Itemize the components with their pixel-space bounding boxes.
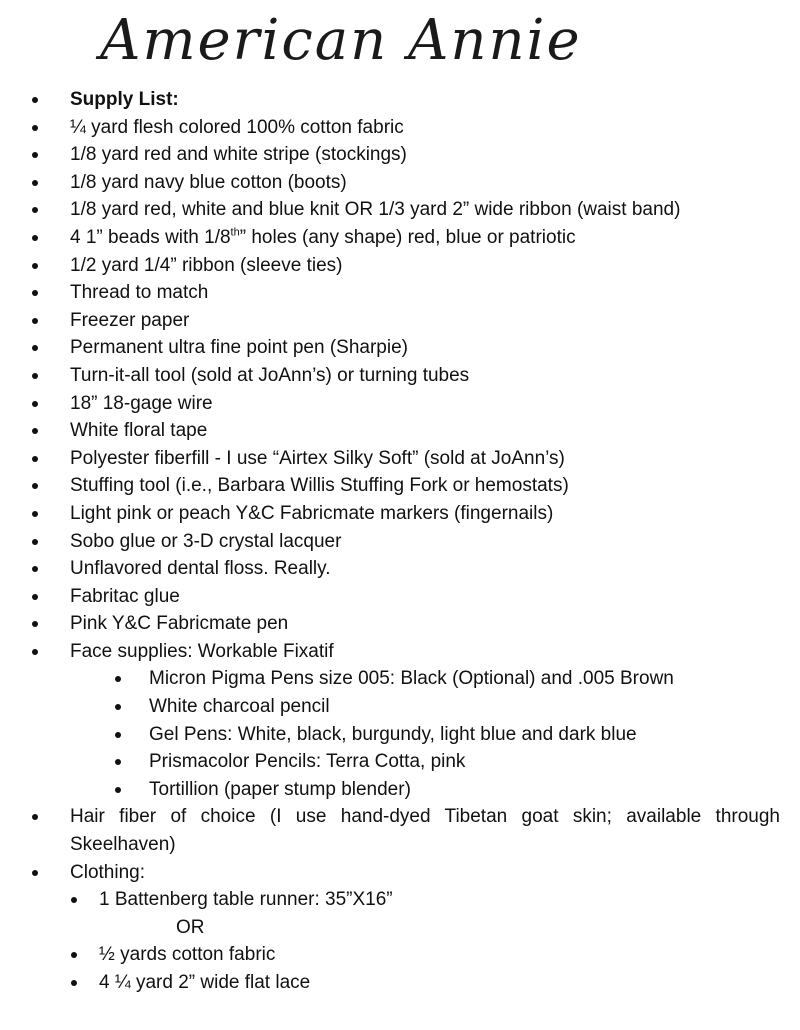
list-item: Unflavored dental floss. Really. <box>0 555 800 583</box>
bullet-icon <box>115 676 121 682</box>
list-item: White floral tape <box>0 417 800 445</box>
bullet-icon <box>32 318 38 324</box>
list-item: Sobo glue or 3-D crystal lacquer <box>0 528 800 556</box>
bullet-icon <box>115 787 121 793</box>
sub-list-item: Prismacolor Pencils: Terra Cotta, pink <box>0 748 800 776</box>
document-title: American Annie <box>100 8 582 73</box>
bullet-icon <box>71 897 77 903</box>
bullet-icon <box>32 621 38 627</box>
bullet-icon <box>115 759 121 765</box>
bullet-icon <box>32 290 38 296</box>
list-item: Permanent ultra fine point pen (Sharpie) <box>0 334 800 362</box>
list-item: Turn-it-all tool (sold at JoAnn’s) or turning tubes <box>0 362 800 390</box>
bullet-icon <box>32 594 38 600</box>
bullet-icon <box>71 952 77 958</box>
bullet-icon <box>32 235 38 241</box>
bullet-icon <box>32 401 38 407</box>
list-item: 1/8 yard red, white and blue knit OR 1/3 yard 2” wide ribbon (waist band) <box>0 196 800 224</box>
list-item: Clothing: <box>0 859 800 887</box>
bullet-icon <box>32 207 38 213</box>
list-item: Thread to match <box>0 279 800 307</box>
sub-list-item: 4 ¼ yard 2” wide flat lace <box>0 969 800 997</box>
bullet-icon <box>32 428 38 434</box>
list-item: Fabritac glue <box>0 583 800 611</box>
bullet-icon <box>32 483 38 489</box>
bullet-icon <box>32 263 38 269</box>
sub-list-item: ½ yards cotton fabric <box>0 941 800 969</box>
sub-list-item: Micron Pigma Pens size 005: Black (Optional) and .005 Brown <box>0 665 800 693</box>
bullet-icon <box>32 649 38 655</box>
bullet-icon <box>32 152 38 158</box>
list-item: 1/8 yard red and white stripe (stockings) <box>0 141 800 169</box>
list-item: Polyester fiberfill - I use “Airtex Silky Soft” (sold at JoAnn’s) <box>0 445 800 473</box>
list-item: ¼ yard flesh colored 100% cotton fabric <box>0 114 800 142</box>
list-item: 1/2 yard 1/4” ribbon (sleeve ties) <box>0 252 800 280</box>
list-item: Face supplies: Workable Fixatif <box>0 638 800 666</box>
sub-list-item: Tortillion (paper stump blender) <box>0 776 800 804</box>
or-separator: OR <box>176 916 205 938</box>
sub-list-item: White charcoal pencil <box>0 693 800 721</box>
sub-list-item: Gel Pens: White, black, burgundy, light blue and dark blue <box>0 721 800 749</box>
supply-list <box>0 86 800 997</box>
bullet-icon <box>32 373 38 379</box>
bullet-icon <box>71 980 77 986</box>
bullet-icon <box>32 97 38 103</box>
bullet-icon <box>115 704 121 710</box>
list-item: 18” 18-gage wire <box>0 390 800 418</box>
list-item: 1/8 yard navy blue cotton (boots) <box>0 169 800 197</box>
bullet-icon <box>32 345 38 351</box>
sub-list-item: 1 Battenberg table runner: 35”X16” <box>0 886 800 914</box>
list-item: Freezer paper <box>0 307 800 335</box>
bullet-icon <box>32 870 38 876</box>
list-item: Pink Y&C Fabricmate pen <box>0 610 800 638</box>
bullet-icon <box>32 511 38 517</box>
list-item: Light pink or peach Y&C Fabricmate markers (fingernails) <box>0 500 800 528</box>
bullet-icon <box>32 814 38 820</box>
bullet-icon <box>32 180 38 186</box>
bullet-icon <box>32 566 38 572</box>
bullet-icon <box>32 539 38 545</box>
bullet-icon <box>115 732 121 738</box>
list-heading: Supply List: <box>0 86 800 114</box>
bullet-icon <box>32 125 38 131</box>
bullet-icon <box>32 456 38 462</box>
list-item: Hair fiber of choice (I use hand-dyed Tibetan goat skin; available through Skeelhaven) <box>0 803 800 858</box>
list-item: 4 1” beads with 1/8th” holes (any shape) red, blue or patriotic <box>0 224 800 252</box>
list-item: Stuffing tool (i.e., Barbara Willis Stuffing Fork or hemostats) <box>0 472 800 500</box>
